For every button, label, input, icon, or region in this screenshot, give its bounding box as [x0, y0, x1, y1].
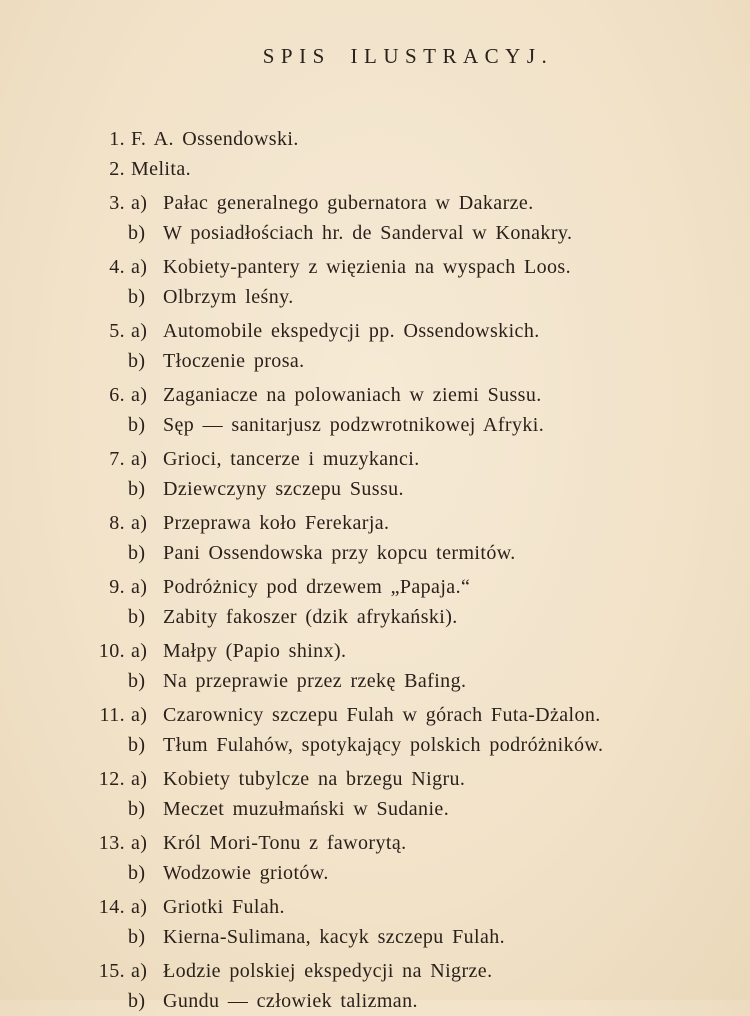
illustration-caption: Grioci, tancerze i muzykanci.	[163, 445, 420, 475]
sub-label: b)	[128, 603, 163, 633]
sub-label: a)	[131, 189, 163, 219]
sub-label: b)	[128, 859, 163, 889]
list-entry	[95, 893, 603, 952]
illustration-caption: Zaganiacze na polowaniach w ziemi Sussu.	[163, 381, 542, 411]
list-item	[95, 765, 603, 795]
list-item	[95, 829, 603, 859]
list-item	[95, 445, 603, 475]
list-entry	[95, 701, 603, 760]
page-title: SPIS ILUSTRACYJ.	[0, 44, 750, 69]
list-entry	[95, 317, 603, 376]
list-entry	[95, 189, 603, 248]
sub-label: b)	[128, 987, 163, 1016]
illustration-caption: Przeprawa koło Ferekarja.	[163, 509, 389, 539]
list-entry	[95, 381, 603, 440]
illustration-caption: Małpy (Papio shinx).	[163, 637, 346, 667]
entry-number: 11.	[95, 701, 131, 731]
illustration-caption: Łodzie polskiej ekspedycji na Nigrze.	[163, 957, 492, 987]
list-item	[95, 475, 603, 505]
illustration-caption: Wodzowie griotów.	[163, 859, 329, 889]
illustration-caption: Kierna-Sulimana, kacyk szczepu Fulah.	[163, 923, 505, 953]
entry-number: 14.	[95, 893, 131, 923]
list-item	[95, 859, 603, 889]
entry-number: 13.	[95, 829, 131, 859]
sub-label: b)	[128, 347, 163, 377]
list-item	[95, 125, 603, 155]
sub-label: a)	[131, 829, 163, 859]
illustration-caption: Tłoczenie prosa.	[163, 347, 305, 377]
list-entry	[95, 573, 603, 632]
entry-number: 9.	[95, 573, 131, 603]
list-item	[95, 189, 603, 219]
list-entry	[95, 765, 603, 824]
list-item	[95, 667, 603, 697]
entry-number: 2.	[95, 155, 131, 185]
illustration-caption: Dziewczyny szczepu Sussu.	[163, 475, 404, 505]
sub-label: a)	[131, 509, 163, 539]
illustration-caption: Griotki Fulah.	[163, 893, 285, 923]
list-item	[95, 731, 603, 761]
illustration-caption: Olbrzym leśny.	[163, 283, 294, 313]
sub-label: b)	[128, 475, 163, 505]
list-entry	[95, 155, 603, 185]
illustration-caption: Tłum Fulahów, spotykający polskich podróżników.	[163, 731, 603, 761]
list-item	[95, 987, 603, 1016]
sub-label: b)	[128, 539, 163, 569]
sub-label: a)	[131, 445, 163, 475]
entry-number: 12.	[95, 765, 131, 795]
illustration-caption: Meczet muzułmański w Sudanie.	[163, 795, 449, 825]
list-item	[95, 253, 603, 283]
sub-label: b)	[128, 731, 163, 761]
list-item	[95, 957, 603, 987]
illustration-caption: Gundu — człowiek talizman.	[163, 987, 418, 1016]
entry-number	[95, 475, 131, 505]
illustration-caption: F. A. Ossendowski.	[131, 125, 299, 155]
sub-label: a)	[131, 573, 163, 603]
illustration-caption: Automobile ekspedycji pp. Ossendowskich.	[163, 317, 540, 347]
sub-label: b)	[128, 923, 163, 953]
list-entry	[95, 509, 603, 568]
list-item	[95, 317, 603, 347]
list-entry	[95, 253, 603, 312]
sub-label: b)	[128, 667, 163, 697]
entry-number	[95, 283, 131, 313]
illustration-caption: Król Mori-Tonu z faworytą.	[163, 829, 407, 859]
entry-number: 10.	[95, 637, 131, 667]
entry-number	[95, 539, 131, 569]
entry-number	[95, 411, 131, 441]
illustration-caption: Pani Ossendowska przy kopcu termitów.	[163, 539, 516, 569]
list-item	[95, 573, 603, 603]
entry-number	[95, 987, 131, 1016]
entry-number	[95, 603, 131, 633]
list-item	[95, 893, 603, 923]
entry-number	[95, 859, 131, 889]
list-item	[95, 219, 603, 249]
list-entry	[95, 125, 603, 155]
entry-number: 6.	[95, 381, 131, 411]
list-item	[95, 509, 603, 539]
sub-label: a)	[131, 381, 163, 411]
sub-label: a)	[131, 957, 163, 987]
list-entry	[95, 445, 603, 504]
illustration-caption: Pałac generalnego gubernatora w Dakarze.	[163, 189, 534, 219]
sub-label: b)	[128, 283, 163, 313]
illustration-caption: Na przeprawie przez rzekę Bafing.	[163, 667, 466, 697]
list-item	[95, 155, 603, 185]
entry-number: 15.	[95, 957, 131, 987]
list-item	[95, 701, 603, 731]
list-item	[95, 347, 603, 377]
list-item	[95, 283, 603, 313]
illustration-list	[95, 125, 603, 1016]
illustration-caption: Sęp — sanitarjusz podzwrotnikowej Afryki.	[163, 411, 544, 441]
sub-label: a)	[131, 317, 163, 347]
entry-number	[95, 667, 131, 697]
illustration-caption: Kobiety tubylcze na brzegu Nigru.	[163, 765, 465, 795]
entry-number	[95, 347, 131, 377]
sub-label: a)	[131, 765, 163, 795]
sub-label: a)	[131, 253, 163, 283]
entry-number: 3.	[95, 189, 131, 219]
list-entry	[95, 957, 603, 1016]
entry-number: 8.	[95, 509, 131, 539]
list-item	[95, 539, 603, 569]
illustration-caption: Melita.	[131, 155, 191, 185]
entry-number	[95, 731, 131, 761]
entry-number	[95, 795, 131, 825]
entry-number: 1.	[95, 125, 131, 155]
illustration-caption: Podróżnicy pod drzewem „Papaja.“	[163, 573, 470, 603]
sub-label: b)	[128, 219, 163, 249]
illustration-caption: W posiadłościach hr. de Sanderval w Konakry.	[163, 219, 572, 249]
list-entry	[95, 637, 603, 696]
entry-number	[95, 923, 131, 953]
sub-label: b)	[128, 795, 163, 825]
entry-number: 4.	[95, 253, 131, 283]
sub-label: a)	[131, 701, 163, 731]
list-item	[95, 411, 603, 441]
illustration-caption: Zabity fakoszer (dzik afrykański).	[163, 603, 458, 633]
list-item	[95, 923, 603, 953]
list-entry	[95, 829, 603, 888]
list-item	[95, 381, 603, 411]
sub-label: b)	[128, 411, 163, 441]
illustration-caption: Kobiety-pantery z więzienia na wyspach Loos.	[163, 253, 571, 283]
list-item	[95, 795, 603, 825]
illustration-caption: Czarownicy szczepu Fulah w górach Futa-Dżalon.	[163, 701, 601, 731]
entry-number: 5.	[95, 317, 131, 347]
entry-number	[95, 219, 131, 249]
list-item	[95, 603, 603, 633]
list-item	[95, 637, 603, 667]
sub-label: a)	[131, 637, 163, 667]
entry-number: 7.	[95, 445, 131, 475]
sub-label: a)	[131, 893, 163, 923]
